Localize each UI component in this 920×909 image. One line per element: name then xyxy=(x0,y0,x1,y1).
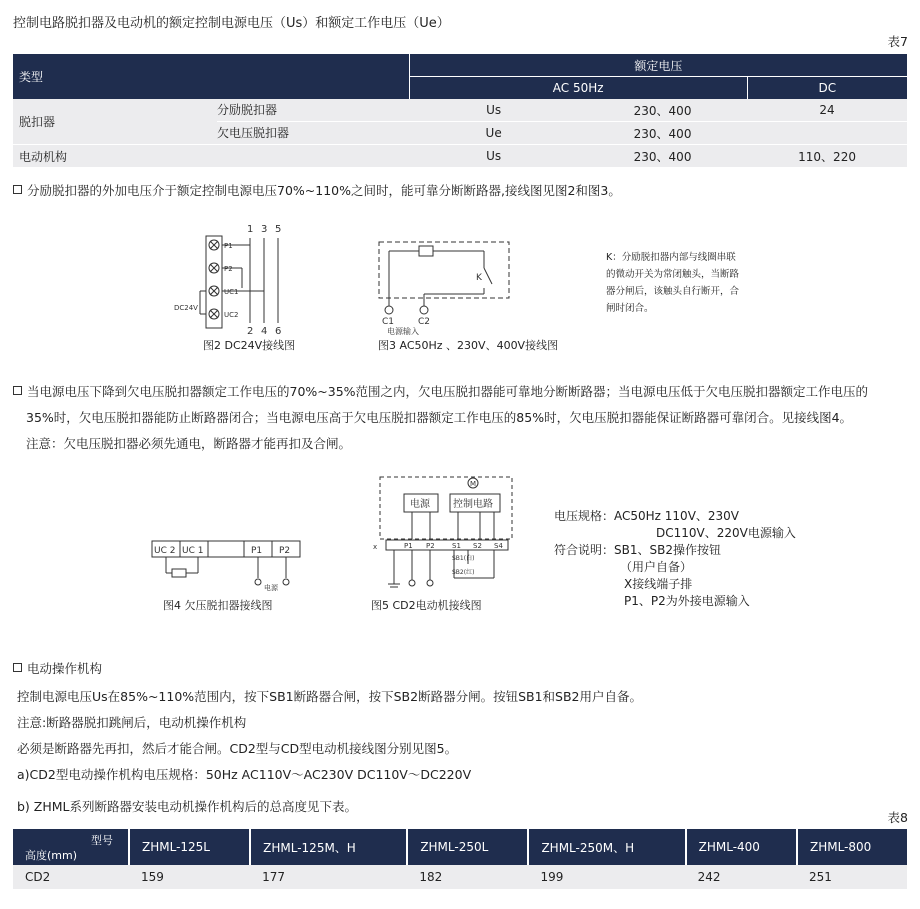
model-header: ZHML-400 xyxy=(686,829,797,865)
fig2-bot-num: 6 xyxy=(275,326,282,337)
fig3-k: K xyxy=(476,273,482,283)
height-value: 199 xyxy=(528,865,685,889)
col-dc: DC xyxy=(747,77,907,100)
model-header: ZHML-250L xyxy=(407,829,528,865)
col-type: 类型 xyxy=(13,54,409,99)
fig5-m: M xyxy=(470,480,477,488)
table8-label: 表8 xyxy=(887,810,908,825)
height-table xyxy=(13,829,907,889)
model-header: ZHML-250M、H xyxy=(528,829,685,865)
fig5-diagram xyxy=(368,474,518,596)
table-row xyxy=(13,865,907,889)
fig4-power: 电源 xyxy=(264,584,278,592)
fig5-caption: 图5 CD2电动机接线图 xyxy=(371,599,482,612)
cell-ac: 230、400 xyxy=(578,99,747,122)
paragraph-undervoltage: 当电源电压下降到欠电压脱扣器额定工作电压的70%~35%范围之内，欠电压脱扣器能可靠地分断断路器；当电源电压低于欠电压脱扣器额定工作电压的 35%时，欠电压脱扣器能防止断路器闭合；当电源电压高于欠电压脱扣器额定工作电压的85%时，欠电压脱扣器能保证断路器可靠闭合。见接线图4。 注意：欠电压脱扣器必须先通电，断路器才能再扣及合闸。 xyxy=(13,379,868,457)
note-k: K：分励脱扣器内部与线圈串联 的微动开关为常闭触头，当断路 器分闸后，该触头自行断开，合 闸时闭合。 xyxy=(606,252,740,314)
cell-dc: 110、220 xyxy=(747,145,907,168)
fig2-bot-num: 2 xyxy=(247,326,254,337)
spec-block: 电压规格：AC50Hz 110V、230V DC110V、220V电源输入 符合说明：SB1、SB2操作按钮 （用户自备） X接线端子排 P1、P2为外接电源输入 xyxy=(554,509,796,608)
cell-ac: 230、400 xyxy=(578,145,747,168)
row-name: 分励脱扣器 xyxy=(217,99,409,122)
fig2-caption: 图2 DC24V接线图 xyxy=(203,339,296,352)
fig2-term: P2 xyxy=(224,265,233,273)
voltage-table xyxy=(13,54,907,168)
cell-ac: 230、400 xyxy=(578,122,747,145)
fig3-c1: C1 xyxy=(382,317,395,327)
square-bullet-icon xyxy=(13,386,22,395)
fig5-term: S1 xyxy=(452,542,461,550)
row-group: 电动机构 xyxy=(13,145,409,168)
fig5-ctrl: 控制电路 xyxy=(453,499,493,510)
fig5-term: S2 xyxy=(473,542,482,550)
fig4-term: P2 xyxy=(279,546,291,556)
height-value: 159 xyxy=(129,865,250,889)
fig2-dc-label: DC24V xyxy=(174,304,198,312)
model-header: ZHML-125L xyxy=(129,829,250,865)
fig2-top-num: 5 xyxy=(275,224,282,235)
cell-sym: Us xyxy=(409,99,578,122)
paragraph-shunt: 分励脱扣器的外加电压介于额定控制电源电压70%~110%之间时，能可靠分断断路器,接线图见图2和图3。 xyxy=(13,182,621,200)
cell-sym: Ue xyxy=(409,122,578,145)
fig2-bot-num: 4 xyxy=(261,326,268,337)
fig3-input: 电源输入 xyxy=(387,327,419,336)
row-group: 脱扣器 xyxy=(19,115,56,129)
height-value: 177 xyxy=(250,865,407,889)
page-title: 控制电路脱扣器及电动机的额定控制电源电压（Us）和额定工作电压（Ue） xyxy=(13,16,450,31)
col-rated: 额定电压 xyxy=(409,54,907,77)
square-bullet-icon xyxy=(13,185,22,194)
cell-sym: Us xyxy=(409,145,578,168)
fig4-term: UC 1 xyxy=(182,546,204,556)
table-row xyxy=(13,99,907,122)
section-heading: 电动操作机构 xyxy=(13,660,102,678)
model-header: ZHML-800 xyxy=(797,829,907,865)
corner-header: 型号 高度(mm) xyxy=(13,829,129,865)
col-ac: AC 50Hz xyxy=(409,77,747,100)
fig4-caption: 图4 欠压脱扣器接线图 xyxy=(163,599,273,612)
table-row xyxy=(13,145,907,168)
fig4-diagram xyxy=(150,538,305,593)
cell-dc: 24 xyxy=(747,99,907,122)
square-bullet-icon xyxy=(13,663,22,672)
height-value: 251 xyxy=(797,865,907,889)
fig2-top-num: 1 xyxy=(247,224,254,235)
fig5-term: P1 xyxy=(404,542,413,550)
fig4-term: UC 2 xyxy=(154,546,176,556)
table7-label: 表7 xyxy=(887,34,908,49)
fig2-diagram xyxy=(170,218,310,338)
fig2-term: P1 xyxy=(224,242,233,250)
fig5-x: x xyxy=(373,543,378,551)
fig5-term: S4 xyxy=(494,542,503,550)
cell-dc xyxy=(747,122,907,145)
height-value: 182 xyxy=(407,865,528,889)
fig3-c2: C2 xyxy=(418,317,431,327)
fig4-term: P1 xyxy=(251,546,263,556)
fig5-sb1: SB1(白) xyxy=(452,555,475,562)
row-name: CD2 xyxy=(13,865,129,889)
fig3-caption: 图3 AC50Hz 、230V、400V接线图 xyxy=(378,339,559,352)
fig2-term: UC2 xyxy=(224,311,239,319)
fig5-power: 电源 xyxy=(410,499,430,510)
row-name: 欠电压脱扣器 xyxy=(217,126,290,140)
fig5-term: P2 xyxy=(426,542,435,550)
fig3-diagram xyxy=(374,236,519,336)
fig5-sb2: SB2(红) xyxy=(452,569,475,576)
motor-lines: 控制电源电压Us在85%~110%范围内，按下SB1断路器合闸，按下SB2断路器分闸。按钮SB1和SB2用户自备。 注意:断路器脱扣跳闸后，电动机操作机构 必须是断路器先再扣，然后才能合闸。CD2型与CD型电动机接线图分别见图5。 a)CD2型电动操作机构电压规格：50Hz AC110V～AC230V DC110V～DC220V b) ZHML系列断路器安装电动机操作机构后的总高度见下表。 xyxy=(17,689,643,814)
model-header: ZHML-125M、H xyxy=(250,829,407,865)
fig2-top-num: 3 xyxy=(261,224,268,235)
fig2-term: UC1 xyxy=(224,288,239,296)
height-value: 242 xyxy=(686,865,797,889)
